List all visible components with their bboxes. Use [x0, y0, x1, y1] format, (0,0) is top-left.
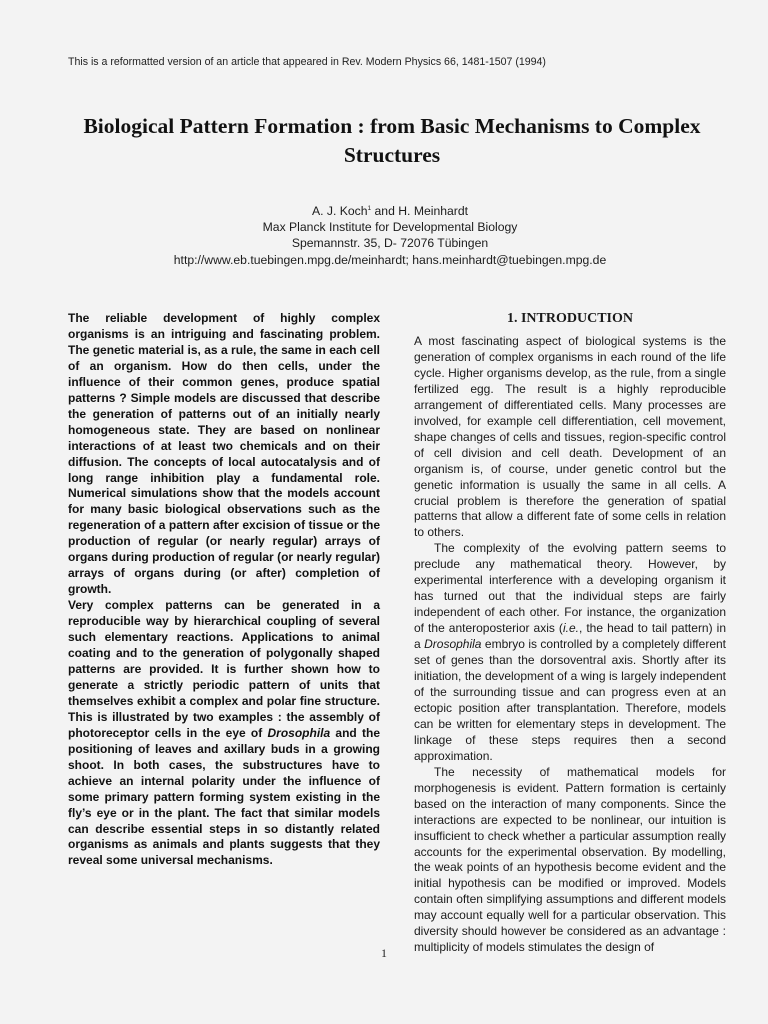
authors-line — [60, 201, 720, 219]
title-line-2: Structures — [343, 143, 441, 167]
page-number: 1 — [381, 946, 387, 960]
intro-text: , the head to tail pattern) in a — [414, 621, 726, 652]
intro-paragraph-1: A most fascinating aspect of biological systems is the generation of complex organisms in each round of the life cycle. Higher organisms develop, as the rule, from a single fertilized egg. The result is a highly reproducible arrangement of differentiated cells. Many processes are involved, for example cell differentiation, cell movement, shape changes of cells and tissues, region-specific control of cell division and cell death. Development of an organism is, of course, under genetic control but the genetic information is usually the same in all cells. A crucial problem is therefore the generation of spatial patterns that allow a different fate of some cells in relation to others. — [414, 334, 726, 540]
paper-title — [70, 112, 714, 170]
intro-text: embryo is controlled by a completely different set of genes than the dorsoventral axis. Shortly after its initiation, the development of a wing is largely independent of the surrounding tissue and can progress even at an ectopic position after transplantation. Therefore, models can be written for elementary steps in development. The linkage of these steps requires then a second approximation. — [414, 637, 726, 763]
abbreviation: i.e. — [562, 621, 579, 636]
contact-line: http://www.eb.tuebingen.mpg.de/meinhardt; hans.meinhardt@tuebingen.mpg.de — [173, 252, 607, 267]
species-name: Drosophila — [267, 725, 331, 740]
intro-paragraph-3: The necessity of mathematical models for morphogenesis is evident. Pattern formation is certainly based on the interaction of many components. Since the interactions are expected to be nonlinear, our intuition is insufficient to check whether a particular assumption really accounts for the experimental observation. By modelling, the weak points of an hypothesis become evident and the initial hypothesis can be modified or improved. Models contain often simplifying assumptions and different models may account equally well for a particular observation. This diversity should however be considered as an advantage : multiplicity of models stimulates the design of — [414, 764, 726, 955]
intro-paragraph-2 — [414, 541, 726, 764]
abstract-text: and the positioning of leaves and axillary buds in a growing shoot. In both cases, the substructures have to achieve an internal polarity under the influence of some primary pattern forming system existing in the fly’s eye or in the plant. The fact that similar models can describe essential steps in so distantly related organisms as animals and plants suggests that they reveal some universal mechanisms. — [68, 725, 380, 868]
abstract — [68, 311, 380, 869]
species-name: Drosophila — [424, 637, 482, 652]
affiliation-mark: 1 — [367, 205, 372, 212]
abstract-paragraph-1: The reliable development of highly complex organisms is an intriguing and fascinating problem. The genetic material is, as a rule, the same in each cell of an organism. How do then cells, under the influence of their common genes, produce spatial patterns ? Simple models are discussed that describe the generation of patterns out of an initially nearly homogeneous state. They are based on nonlinear interactions of at least two chemicals and on their diffusion. The concepts of local autocatalysis and of long range inhibition play a fundamental role. Numerical simulations show that the models account for many basic biological observations such as the regeneration of a pattern after excision of tissue or the production of regular (or nearly regular) arrays of organs during production of regular (or nearly regular) arrays of organs during (or after) completion of growth. — [68, 311, 380, 597]
author-meinhardt: and H. Meinhardt — [371, 204, 469, 218]
abstract-paragraph-2 — [68, 598, 380, 869]
introduction-section — [414, 311, 726, 956]
reformat-note: This is a reformatted version of an article that appeared in Rev. Modern Physics 66, 1481-1507 (1994) — [68, 56, 546, 68]
title-line-1: Biological Pattern Formation : from Basic Mechanisms to Complex — [83, 114, 701, 138]
affiliation: Max Planck Institute for Developmental Biology — [262, 220, 518, 235]
author-block — [60, 201, 720, 268]
address: Spemannstr. 35, D- 72076 Tübingen — [291, 236, 489, 251]
author-koch: A. J. Koch — [311, 204, 368, 218]
abstract-text: Very complex patterns can be generated in a reproducible way by hierarchical coupling of several such elementary reactions. Applications to animal coating and to the generation of polygonally shaped patterns are provided. It is further shown how to generate a strictly periodic pattern of units that themselves exhibit a complex and polar fine structure. This is illustrated by two examples : the assembly of photoreceptor cells in the eye of — [68, 598, 380, 740]
section-heading: 1. INTRODUCTION — [506, 311, 633, 326]
intro-text: The complexity of the evolving pattern seems to preclude any mathematical theory. However, by experimental interference with a developing organism it has turned out that the individual steps are fairly independent of each other. For instance, the organization of the anteroposterior axis ( — [414, 541, 726, 636]
